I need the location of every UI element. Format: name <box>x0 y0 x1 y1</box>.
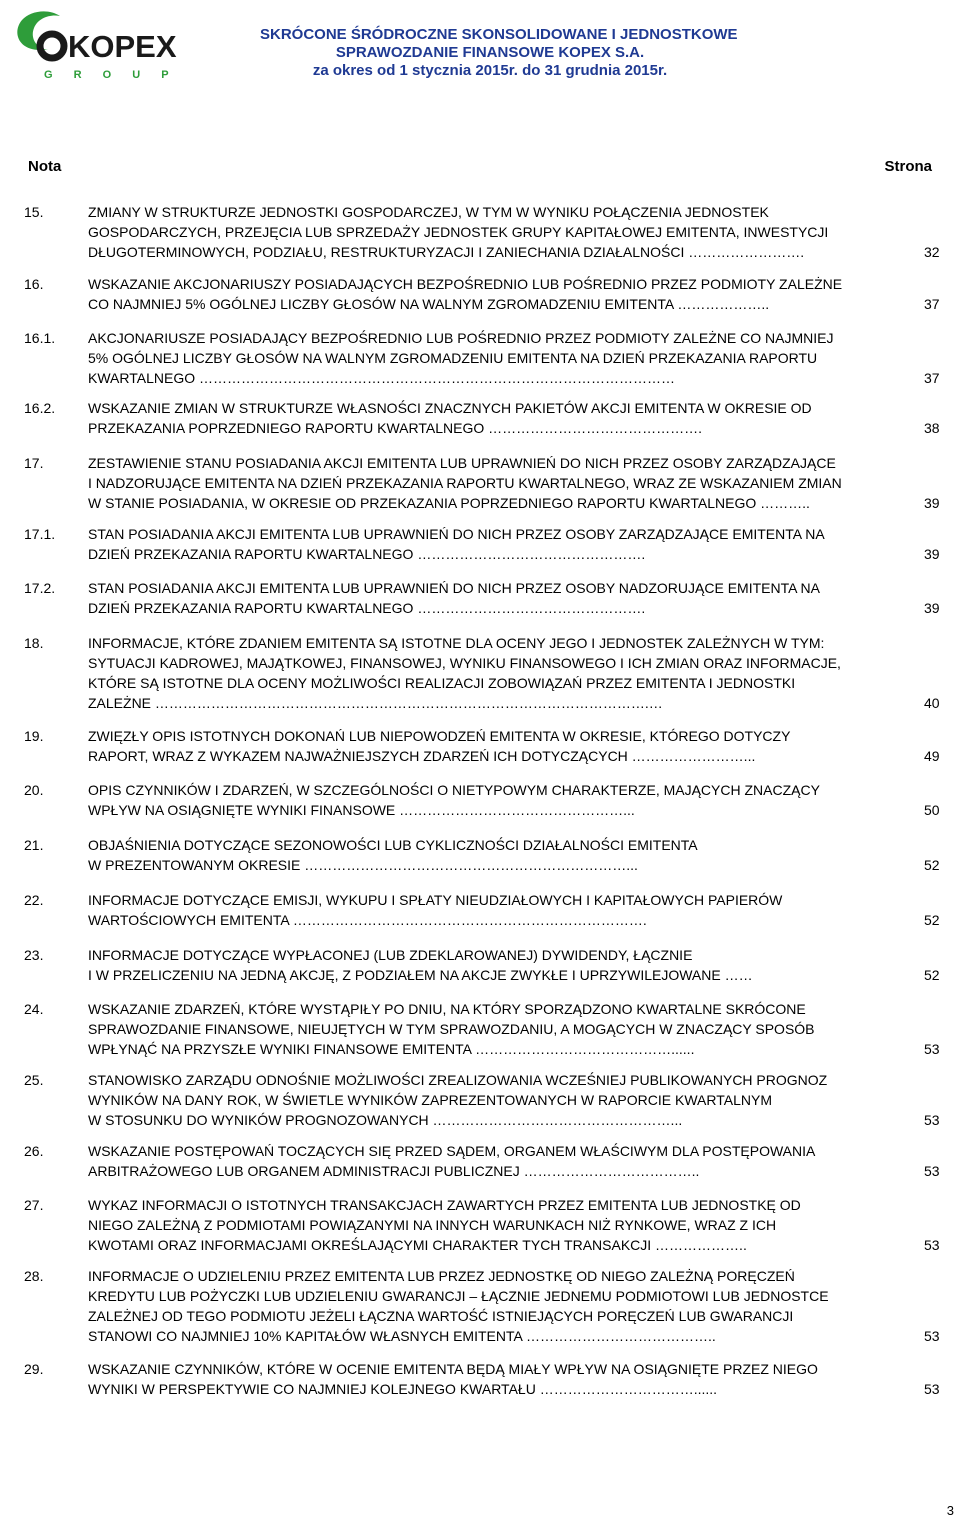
toc-entry-title-line: ZALEŻNEJ OD TEGO PODMIOTU JEŻELI ŁĄCZNA WARTOŚĆ ISTNIEJĄCYCH PORĘCZEŃ LUB GWARANCJI <box>88 1308 794 1324</box>
toc-entry-number: 18. <box>24 635 44 651</box>
toc-entry-page: 40 <box>924 695 940 711</box>
toc-entry-title-line: GOSPODARCZYCH, PRZEJĘCIA LUB SPRZEDAŻY JEDNOSTEK GRUPY KAPITAŁOWEJ EMITENTA, INWESTYCJI <box>88 224 829 240</box>
toc-entry-title-line: WYKAZ INFORMACJI O ISTOTNYCH TRANSAKCJACH ZAWARTYCH PRZEZ EMITENTA LUB JEDNOSTKĘ OD <box>88 1197 801 1213</box>
toc-entry-title-line: W STANIE POSIADANIA, W OKRESIE OD PRZEKAZANIA POPRZEDNIEGO RAPORTU KWARTALNEGO ……….. <box>88 495 810 511</box>
toc-entry-title <box>88 945 868 985</box>
toc-entry-title-line: KWOTAMI ORAZ INFORMACJAMI OKREŚLAJĄCYMI CHARAKTER TYCH TRANSAKCJI ……………….. <box>88 1237 747 1253</box>
toc-entry-title-line: DZIEŃ PRZEKAZANIA RAPORTU KWARTALNEGO …………………………………………. <box>88 600 646 616</box>
toc-entry-title-line: STAN POSIADANIA AKCJI EMITENTA LUB UPRAWNIEŃ DO NICH PRZEZ OSOBY NADZORUJĄCE EMITENTA NA <box>88 580 820 596</box>
toc-entry-title-line: NIEGO ZALEŻNĄ Z PODMIOTAMI POWIĄZANYMI NA INNYCH WARUNKACH NIŻ RYNKOWE, WRAZ Z ICH <box>88 1217 777 1233</box>
toc-entry-title-line: ZESTAWIENIE STANU POSIADANIA AKCJI EMITENTA LUB UPRAWNIEŃ DO NICH PRZEZ OSOBY ZARZĄDZAJĄCE <box>88 455 836 471</box>
toc-entry-title <box>88 398 868 438</box>
toc-entry-page: 53 <box>924 1163 940 1179</box>
toc-entry-title-line: AKCJONARIUSZE POSIADAJĄCY BEZPOŚREDNIO LUB POŚREDNIO PRZEZ PODMIOTY ZALEŻNE CO NAJMNIEJ <box>88 330 834 346</box>
nota-header: Nota <box>28 158 62 175</box>
report-period: za okres od 1 stycznia 2015r. do 31 grudnia 2015r. <box>312 62 668 79</box>
page-number: 3 <box>946 1503 954 1518</box>
toc-entry-page: 39 <box>924 546 940 562</box>
toc-entry-number: 28. <box>24 1268 44 1284</box>
toc-entry-number: 27. <box>24 1197 44 1213</box>
toc-entry-number: 20. <box>24 782 44 798</box>
toc-entry-title-line: KTÓRE SĄ ISTOTNE DLA OCENY MOŻLIWOŚCI REALIZACJI ZOBOWIĄZAŃ PRZEZ EMITENTA I JEDNOSTKI <box>88 675 796 691</box>
toc-entry-title <box>88 578 868 618</box>
toc-entry-title-line: WSKAZANIE AKCJONARIUSZY POSIADAJĄCYCH BEZPOŚREDNIO LUB POŚREDNIO PRZEZ PODMIOTY ZALEŻNE <box>88 276 843 292</box>
toc-entry-page: 50 <box>924 802 940 818</box>
toc-entry-number: 21. <box>24 837 44 853</box>
toc-entry-title <box>88 780 868 820</box>
toc-entry-title-line: I NADZORUJĄCE EMITENTA NA DZIEŃ PRZEKAZANIA RAPORTU KWARTALNEGO, WRAZ ZE WSKAZANIEM ZMIAN <box>88 475 842 491</box>
toc-entry-page: 53 <box>924 1112 940 1128</box>
toc-entry-number: 16.1. <box>24 330 56 346</box>
logo-ring-icon <box>40 34 64 58</box>
toc-entry-title-line: 5% OGÓLNEJ LICZBY GŁOSÓW NA WALNYM ZGROMADZENIU EMITENTA NA DZIEŃ PRZEKAZANIA RAPORTU <box>88 350 818 366</box>
toc-entry-title-line: DZIEŃ PRZEKAZANIA RAPORTU KWARTALNEGO …………………………………………. <box>88 546 646 562</box>
toc-entry-title-line: SPRAWOZDANIE FINANSOWE, NIEUJĘTYCH W TYM SPRAWOZDANIU, A MOGĄCYCH W ZNACZĄCY SPOSÓB <box>88 1021 815 1037</box>
toc-entry-page: 52 <box>924 967 940 983</box>
toc-entry-page: 53 <box>924 1041 940 1057</box>
toc-entry-number: 29. <box>24 1361 44 1377</box>
toc-entry-title-line: INFORMACJE DOTYCZĄCE EMISJI, WYKUPU I SPŁATY NIEUDZIAŁOWYCH I KAPITAŁOWYCH PAPIERÓW <box>88 892 783 908</box>
toc-entry-title-line: ZALEŻNE …………………………………………………………………………………………….… <box>88 695 663 711</box>
kopex-logo <box>10 10 206 80</box>
toc-entry-title <box>88 524 868 564</box>
toc-entry-title <box>88 1266 868 1346</box>
toc-entry-title <box>88 328 868 388</box>
toc-entry-title-line: PRZEKAZANIA POPRZEDNIEGO RAPORTU KWARTALNEGO ………………………………………. <box>88 420 702 436</box>
toc-entry-title <box>88 890 868 930</box>
toc-entry-title-line: ARBITRAŻOWEGO LUB ORGANEM ADMINISTRACJI PUBLICZNEJ ……………………………….. <box>88 1163 700 1179</box>
toc-entry-title-line: ZMIANY W STRUKTURZE JEDNOSTKI GOSPODARCZEJ, W TYM W WYNIKU POŁĄCZENIA JEDNOSTEK <box>88 204 769 220</box>
toc-entry-number: 25. <box>24 1072 44 1088</box>
toc-entry-title-line: W PREZENTOWANYM OKRESIE ……………………………………………………………... <box>88 857 638 873</box>
toc-entry-title-line: WSKAZANIE CZYNNIKÓW, KTÓRE W OCENIE EMITENTA BĘDĄ MIAŁY WPŁYW NA OSIĄGNIĘTE PRZEZ NIEGO <box>88 1361 818 1377</box>
toc-entry-page: 39 <box>924 495 940 511</box>
toc-entry-page: 37 <box>924 370 940 386</box>
toc-entry-number: 24. <box>24 1001 44 1017</box>
toc-entry-title-line: STANOWISKO ZARZĄDU ODNOŚNIE MOŻLIWOŚCI ZREALIZOWANIA WCZEŚNIEJ PUBLIKOWANYCH PROGNOZ <box>88 1072 828 1088</box>
report-title-line-2: SPRAWOZDANIE FINANSOWE KOPEX S.A. <box>335 44 645 61</box>
toc-entry-number: 15. <box>24 204 44 220</box>
toc-entry-title-line: WPŁYNĄĆ NA PRZYSZŁE WYNIKI FINANSOWE EMITENTA ……………………………………...... <box>88 1041 695 1057</box>
strona-header: Strona <box>884 158 932 175</box>
toc-entry-title-line: INFORMACJE DOTYCZĄCE WYPŁACONEJ (LUB ZDEKLAROWANEJ) DYWIDENDY, ŁĄCZNIE <box>88 947 693 963</box>
toc-entry-page: 49 <box>924 748 940 764</box>
toc-entry-page: 39 <box>924 600 940 616</box>
toc-entry-page: 52 <box>924 912 940 928</box>
toc-entry-title-line: WSKAZANIE POSTĘPOWAŃ TOCZĄCYCH SIĘ PRZED SĄDEM, ORGANEM WŁAŚCIWYM DLA POSTĘPOWANIA <box>88 1143 816 1159</box>
toc-entry-title <box>88 1195 868 1255</box>
toc-entry-number: 17.1. <box>24 526 56 542</box>
toc-entry-title-line: ZWIĘZŁY OPIS ISTOTNYCH DOKONAŃ LUB NIEPOWODZEŃ EMITENTA W OKRESIE, KTÓREGO DOTYCZY <box>88 728 791 744</box>
toc-entry-page: 53 <box>924 1237 940 1253</box>
toc-entry-title <box>88 726 868 766</box>
toc-entry-number: 16. <box>24 276 44 292</box>
toc-entry-title <box>88 1141 868 1181</box>
toc-entry-title <box>88 835 868 875</box>
toc-entry-page: 32 <box>924 244 940 260</box>
toc-entry-title-line: KWARTALNEGO ………………………………………………………………………………………… <box>88 370 675 386</box>
toc-entry-title-line: I W PRZELICZENIU NA JEDNĄ AKCJĘ, Z PODZIAŁEM NA AKCJE ZWYKŁE I UPRZYWILEJOWANE …… <box>88 967 753 983</box>
toc-entry-title-line: OPIS CZYNNIKÓW I ZDARZEŃ, W SZCZEGÓLNOŚCI O NIETYPOWYM CHARAKTERZE, MAJĄCYCH ZNACZĄCY <box>88 782 820 798</box>
toc-entry-page: 53 <box>924 1381 940 1397</box>
report-header <box>260 26 738 80</box>
toc-entry-page: 52 <box>924 857 940 873</box>
toc-entry-title <box>88 999 868 1059</box>
toc-entry-title <box>88 1359 868 1399</box>
toc-entry-number: 23. <box>24 947 44 963</box>
toc-entry-page: 53 <box>924 1328 940 1344</box>
toc-entry-number: 17. <box>24 455 44 471</box>
toc-entry-title-line: WYNIKI W PERSPEKTYWIE CO NAJMNIEJ KOLEJNEGO KWARTAŁU ……………………………...... <box>88 1381 718 1397</box>
logo-group-text: G R O U P <box>44 69 178 80</box>
toc-entry-title-line: INFORMACJE, KTÓRE ZDANIEM EMITENTA SĄ ISTOTNE DLA OCENY JEGO I JEDNOSTEK ZALEŻNYCH W TYM: <box>88 635 825 651</box>
toc-entry-number: 22. <box>24 892 44 908</box>
toc-entry-title-line: W STOSUNKU DO WYNIKÓW PROGNOZOWANYCH ……………………………………………... <box>88 1112 683 1128</box>
report-title-line-1: SKRÓCONE ŚRÓDROCZNE SKONSOLIDOWANE I JEDNOSTKOWE <box>260 26 738 43</box>
toc-entry-page: 38 <box>924 420 940 436</box>
toc-entry-title <box>88 453 868 513</box>
toc-entry-title-line: WARTOŚCIOWYCH EMITENTA …………………………………………………………………. <box>88 912 647 928</box>
toc-entry-title-line: STAN POSIADANIA AKCJI EMITENTA LUB UPRAWNIEŃ DO NICH PRZEZ OSOBY ZARZĄDZAJĄCE EMITENTA NA <box>88 526 825 542</box>
toc-entry-title <box>88 633 868 713</box>
toc-entry-title-line: OBJAŚNIENIA DOTYCZĄCE SEZONOWOŚCI LUB CYKLICZNOŚCI DZIAŁALNOŚCI EMITENTA <box>88 837 698 853</box>
toc-entry-title-line: DŁUGOTERMINOWYCH, PODZIAŁU, RESTRUKTURYZACJI I ZANIECHANIA DZIAŁALNOŚCI ……………………. <box>88 244 805 260</box>
toc-entry-page: 37 <box>924 296 940 312</box>
toc-entry-title <box>88 274 868 314</box>
toc-entry-number: 26. <box>24 1143 44 1159</box>
toc-entry-number: 16.2. <box>24 400 56 416</box>
logo-wordmark: KOPEX <box>68 29 177 64</box>
toc-entry-title-line: WSKAZANIE ZMIAN W STRUKTURZE WŁASNOŚCI ZNACZNYCH PAKIETÓW AKCJI EMITENTA W OKRESIE OD <box>88 400 812 416</box>
toc-entry-title-line: RAPORT, WRAZ Z WYKAZEM NAJWAŻNIEJSZYCH ZDARZEŃ ICH DOTYCZĄCYCH ……………………... <box>88 748 756 764</box>
toc-entry-title-line: INFORMACJE O UDZIELENIU PRZEZ EMITENTA LUB PRZEZ JEDNOSTKĘ OD NIEGO ZALEŻNĄ PORĘCZEŃ <box>88 1268 795 1284</box>
toc-entry-number: 19. <box>24 728 44 744</box>
toc-entry-title-line: KREDYTU LUB POŻYCZKI LUB UDZIELENIU GWARANCJI – ŁĄCZNIE JEDNEMU PODMIOTOWI LUB JEDNOSTCE <box>88 1288 829 1304</box>
toc-entry-title-line: SYTUACJI KADROWEJ, MAJĄTKOWEJ, FINANSOWEJ, WYNIKU FINANSOWEGO I ICH ZMIAN ORAZ INFORMACJE, <box>88 655 841 671</box>
toc-entry-title-line: STANOWI CO NAJMNIEJ 10% KAPITAŁÓW WŁASNYCH EMITENTA ………………………………….. <box>88 1328 716 1344</box>
toc-entry-title-line: CO NAJMNIEJ 5% OGÓLNEJ LICZBY GŁOSÓW NA WALNYM ZGROMADZENIU EMITENTA ……………….. <box>88 296 770 312</box>
toc-entry-title-line: WSKAZANIE ZDARZEŃ, KTÓRE WYSTĄPIŁY PO DNIU, NA KTÓRY SPORZĄDZONO KWARTALNE SKRÓCONE <box>88 1001 806 1017</box>
toc-column-headers <box>28 158 932 178</box>
toc-entry-title <box>88 1070 868 1130</box>
toc-entry-title <box>88 202 868 262</box>
toc-entry-title-line: WPŁYW NA OSIĄGNIĘTE WYNIKI FINANSOWE …………………………………………... <box>88 802 635 818</box>
toc-entry-title-line: WYNIKÓW NA DANY ROK, W ŚWIETLE WYNIKÓW ZAPREZENTOWANYCH W RAPORCIE KWARTALNYM <box>88 1092 772 1108</box>
toc-entry-number: 17.2. <box>24 580 56 596</box>
